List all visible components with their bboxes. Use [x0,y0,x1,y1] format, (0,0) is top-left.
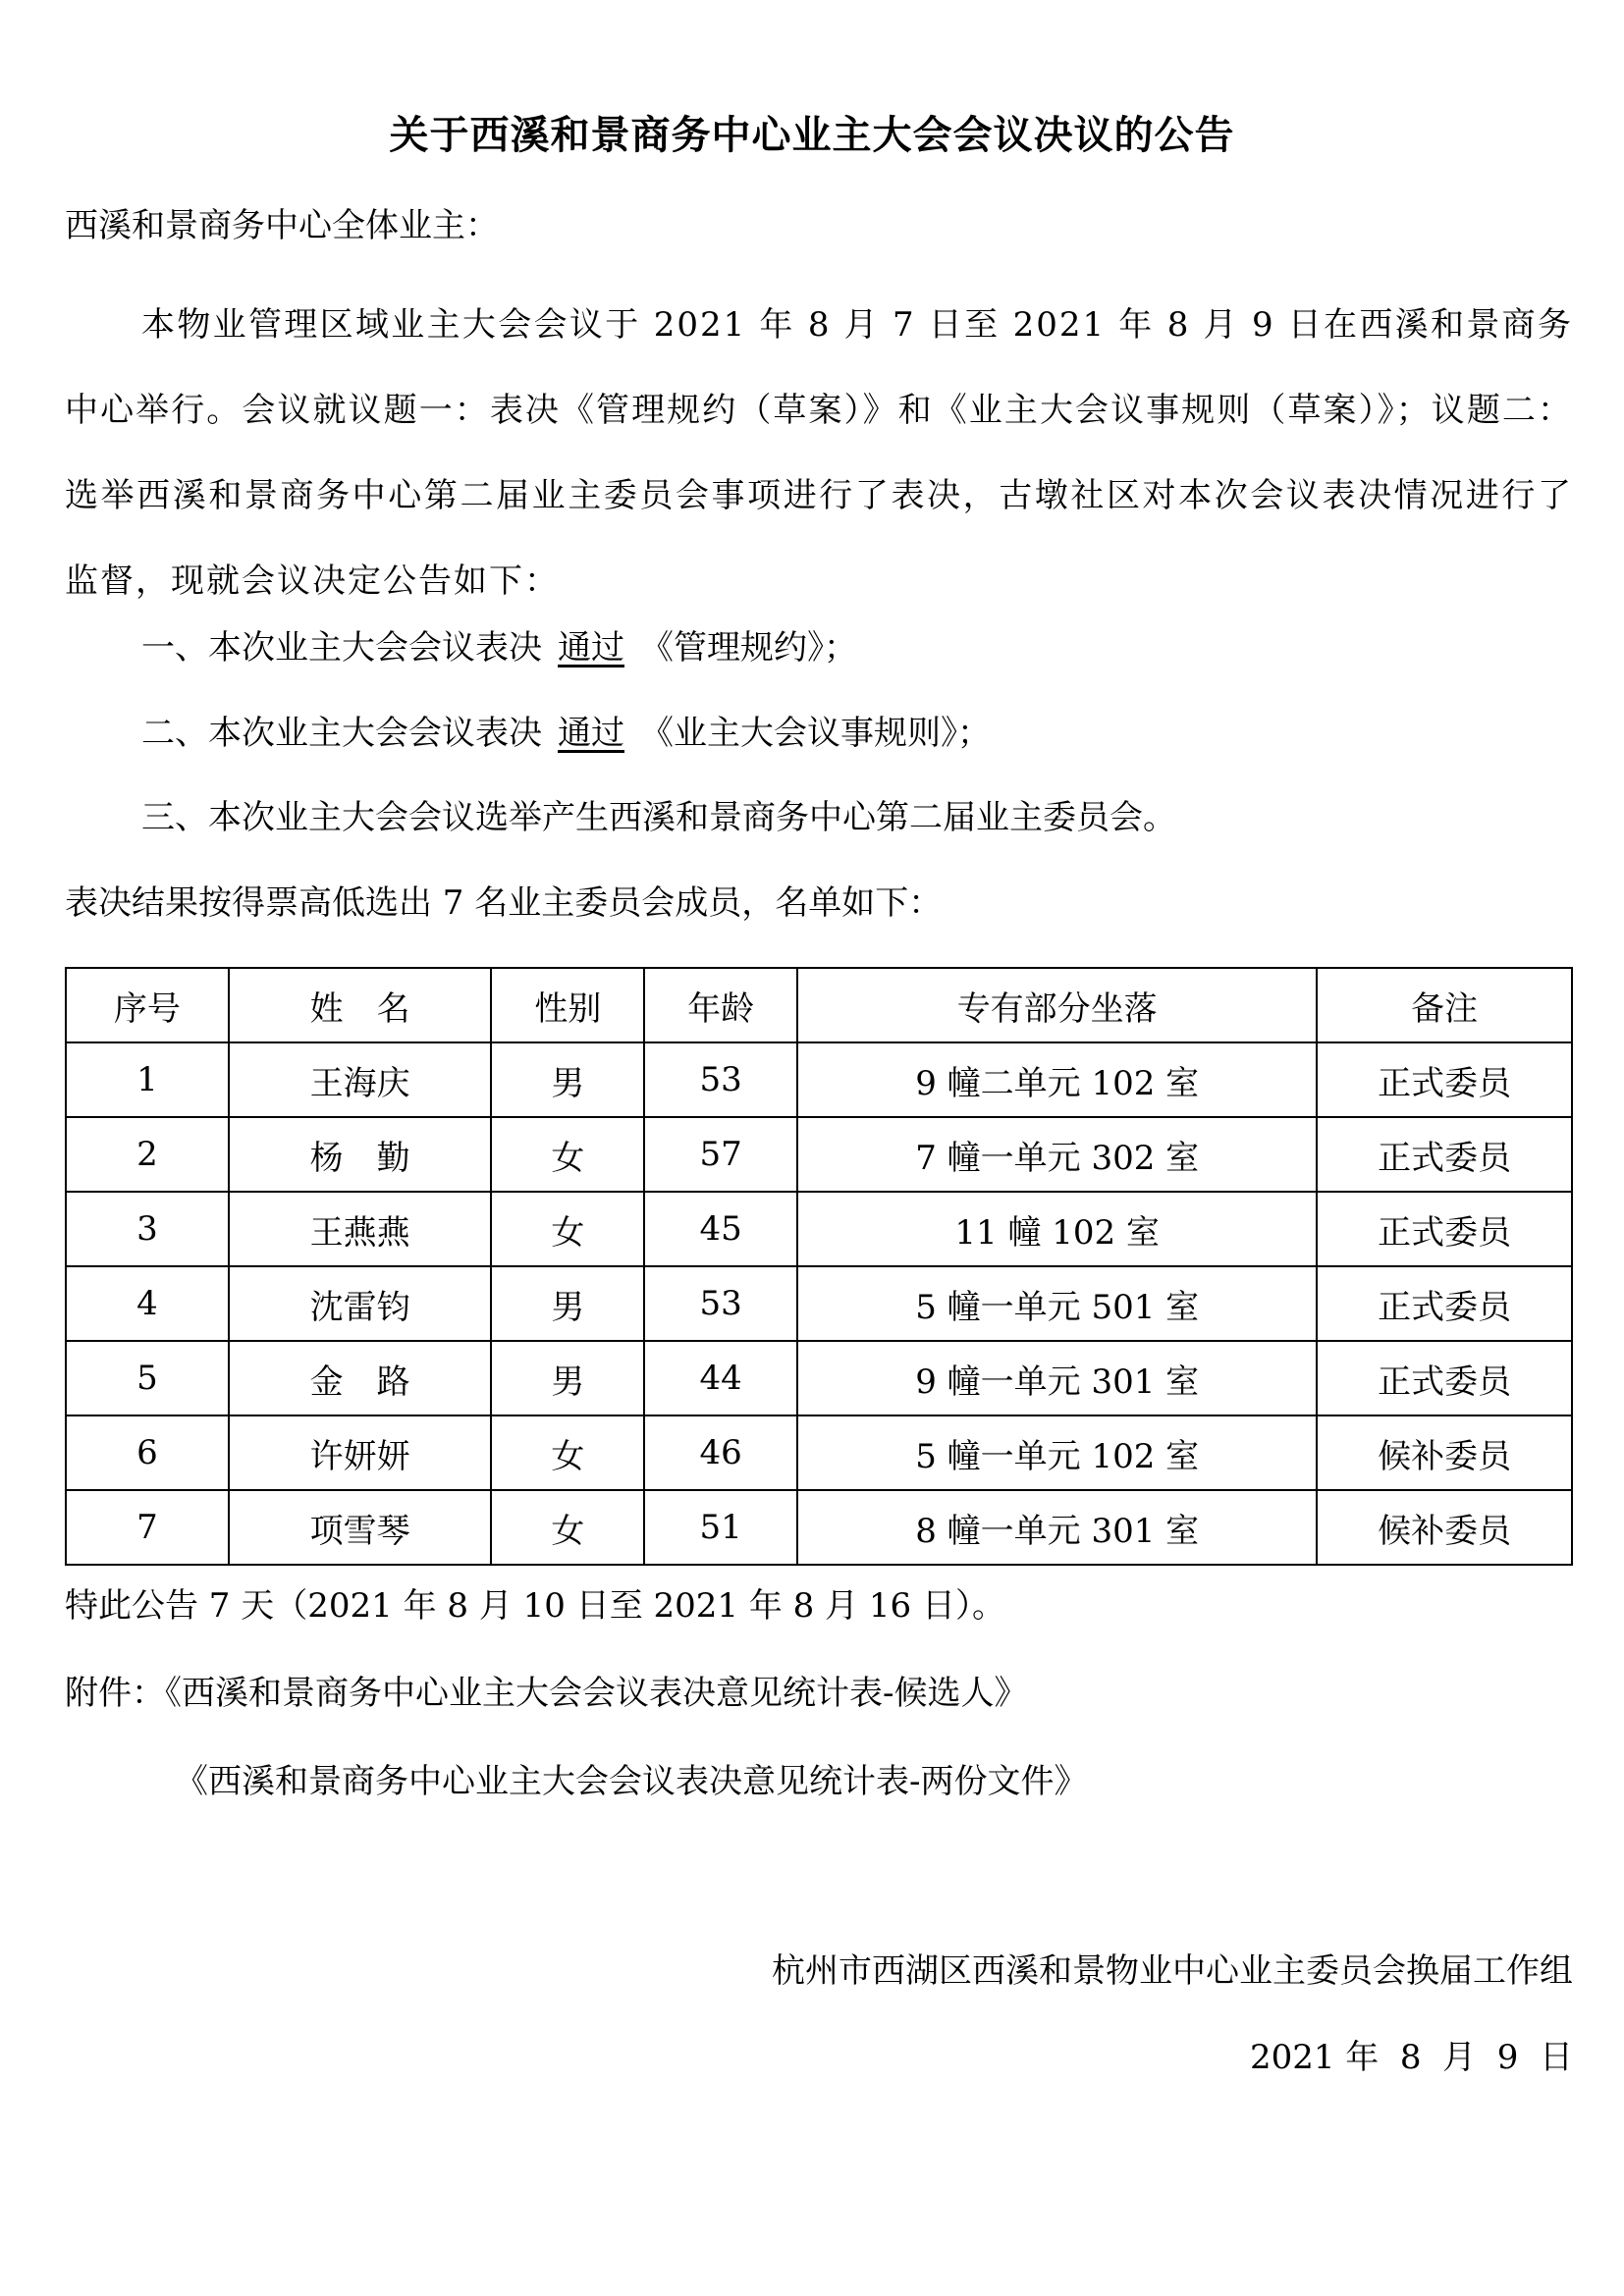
resolution-item-1-result: 通过 [558,628,624,667]
cell-remark: 候补委员 [1317,1415,1572,1490]
cell-age: 45 [644,1192,797,1266]
cell-name: 王海庆 [229,1042,492,1117]
cell-name: 杨 勤 [229,1117,492,1192]
document-date: 2021 年 8 月 9 日 [1249,2038,1573,2077]
attachment-first: 《西溪和景商务中心业主大会会议表决意见统计表-候选人》 [165,1674,1028,1713]
cell-age: 44 [644,1341,797,1415]
header-address: 专有部分坐落 [797,968,1317,1042]
intro-paragraph: 本物业管理区域业主大会会议于 2021 年 8 月 7 日至 2021 年 8 月 9 日在西溪和景商务中心举行。会议就议题一：表决《管理规约（草案）》和《业主大会议事规则（草案）》；议题二：选举西溪和景商务中心第二届业主委员会事项进行了表决，古墩社区对本次会议表决情况进行了监督，现就会议决定公告如下： [65,305,1573,601]
resolution-item-2-suffix: 《业主大会议事规则》； [640,714,991,753]
table-row [66,1415,1572,1490]
cell-address: 5 幢一单元 501 室 [797,1266,1317,1341]
header-age: 年龄 [644,968,797,1042]
cell-age: 46 [644,1415,797,1490]
cell-gender: 男 [491,1341,644,1415]
table-header-row [66,968,1572,1042]
result-intro: 表决结果按得票高低选出 7 名业主委员会成员，名单如下： [65,883,943,923]
cell-index: 7 [66,1490,229,1565]
cell-address: 9 幢一单元 301 室 [797,1341,1317,1415]
cell-remark: 正式委员 [1317,1192,1572,1266]
cell-age: 51 [644,1490,797,1565]
salutation: 西溪和景商务中心全体业主： [65,206,499,245]
cell-name: 项雪琴 [229,1490,492,1565]
cell-name: 许妍妍 [229,1415,492,1490]
cell-remark: 正式委员 [1317,1042,1572,1117]
header-gender: 性别 [491,968,644,1042]
resolution-item-2-result: 通过 [558,714,624,753]
attachment-label: 附件： [65,1674,165,1713]
cell-gender: 女 [491,1490,644,1565]
resolution-item-3: 三、本次业主大会会议选举产生西溪和景商务中心第二届业主委员会。 [141,798,1176,837]
notice-period: 特此公告 7 天（2021 年 8 月 10 日至 2021 年 8 月 16 日）。 [65,1586,1005,1626]
resolution-item-1-prefix: 一、本次业主大会会议表决 [141,628,542,667]
cell-name: 金 路 [229,1341,492,1415]
resolution-item-1-suffix: 《管理规约》； [640,628,857,667]
cell-gender: 男 [491,1042,644,1117]
attachment-line-1 [65,1669,1028,1718]
cell-remark: 正式委员 [1317,1341,1572,1415]
cell-gender: 女 [491,1192,644,1266]
cell-address: 8 幢一单元 301 室 [797,1490,1317,1565]
cell-age: 53 [644,1266,797,1341]
signer: 杭州市西湖区西溪和景物业中心业主委员会换届工作组 [772,1951,1573,1991]
cell-index: 4 [66,1266,229,1341]
cell-remark: 正式委员 [1317,1266,1572,1341]
committee-members-table [65,967,1573,1566]
cell-age: 57 [644,1117,797,1192]
cell-index: 5 [66,1341,229,1415]
attachment-second: 《西溪和景商务中心业主大会会议表决意见统计表-两份文件》 [175,1762,1088,1801]
resolution-item-1 [141,623,857,672]
resolution-item-2 [141,709,991,758]
cell-gender: 男 [491,1266,644,1341]
table-row [66,1117,1572,1192]
table-row [66,1266,1572,1341]
cell-index: 3 [66,1192,229,1266]
cell-index: 2 [66,1117,229,1192]
header-name: 姓 名 [229,968,492,1042]
cell-index: 1 [66,1042,229,1117]
cell-gender: 女 [491,1117,644,1192]
cell-address: 9 幢二单元 102 室 [797,1042,1317,1117]
table-row [66,1341,1572,1415]
cell-name: 王燕燕 [229,1192,492,1266]
header-index: 序号 [66,968,229,1042]
table-row [66,1042,1572,1117]
table-row [66,1192,1572,1266]
document-title: 关于西溪和景商务中心业主大会会议决议的公告 [389,113,1235,158]
cell-address: 11 幢 102 室 [797,1192,1317,1266]
cell-name: 沈雷钧 [229,1266,492,1341]
cell-remark: 候补委员 [1317,1490,1572,1565]
table-row [66,1490,1572,1565]
header-remark: 备注 [1317,968,1572,1042]
cell-address: 5 幢一单元 102 室 [797,1415,1317,1490]
cell-index: 6 [66,1415,229,1490]
cell-gender: 女 [491,1415,644,1490]
cell-remark: 正式委员 [1317,1117,1572,1192]
cell-age: 53 [644,1042,797,1117]
cell-address: 7 幢一单元 302 室 [797,1117,1317,1192]
resolution-item-2-prefix: 二、本次业主大会会议表决 [141,714,542,753]
